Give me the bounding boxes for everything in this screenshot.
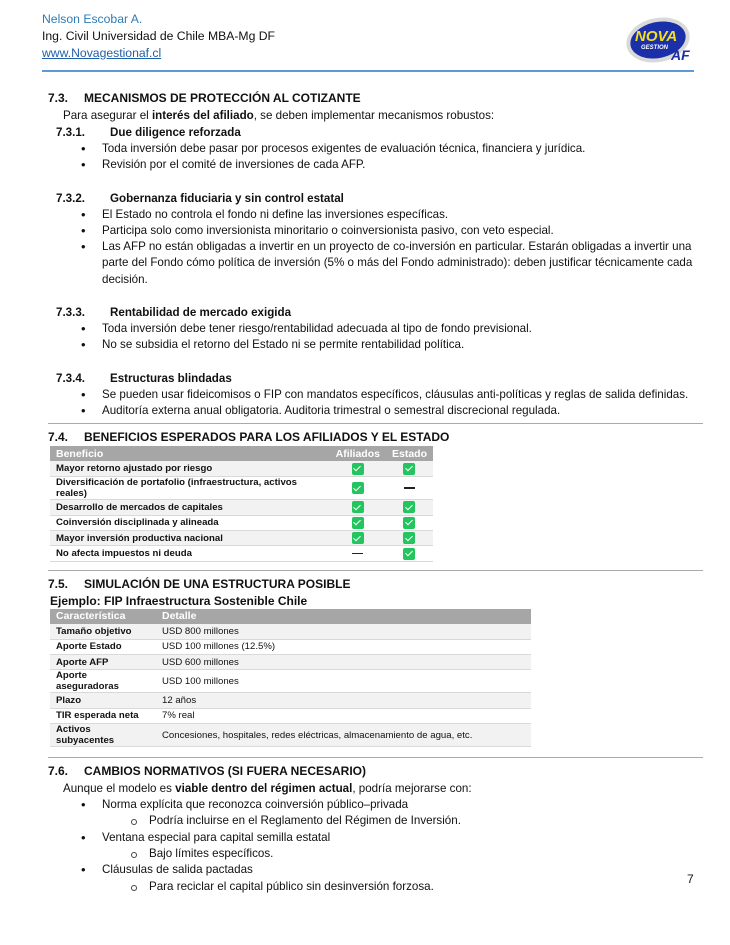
section-heading-7-4: 7.4. BENEFICIOS ESPERADOS PARA LOS AFILIADOS Y EL ESTADO [48, 430, 450, 445]
subsection-heading: 7.3.1. Due diligence reforzada [56, 126, 241, 139]
checkmark-icon [403, 548, 415, 560]
nova-gestion-logo-icon [625, 14, 695, 66]
detail-cell: USD 100 millones (12.5%) [156, 639, 531, 654]
list-item: • El Estado no controla el fondo ni define las inversiones específicas. [81, 207, 703, 223]
column-header: Afiliados [330, 446, 386, 461]
section-heading-7-6: 7.6. CAMBIOS NORMATIVOS (SI FUERA NECESARIO) [48, 764, 367, 779]
section-divider [48, 423, 703, 424]
subsection-heading: 7.3.3. Rentabilidad de mercado exigida [56, 306, 292, 320]
sub-list-item: Podría incluirse en el Reglamento del Régimen de Inversión. [149, 813, 703, 829]
detail-cell: Concesiones, hospitales, redes eléctricas, almacenamiento de agua, etc. [156, 724, 531, 747]
estado-cell [386, 530, 433, 545]
benefit-label: No afecta impuestos ni deuda [50, 546, 330, 561]
list-item: • Auditoría externa anual obligatoria. Auditoria trimestral o semestral discrecional regulada. [81, 403, 703, 419]
list-item: • Toda inversión debe tener riesgo/rentabilidad adecuada al tipo de fondo previsional. [81, 321, 703, 337]
afiliados-cell [330, 500, 386, 515]
bullet-list [48, 321, 703, 354]
table-row [50, 461, 433, 476]
column-header: Característica [50, 609, 156, 624]
table-row [50, 546, 433, 561]
estado-cell [386, 477, 433, 500]
section-heading-7-3: 7.3. MECANISMOS DE PROTECCIÓN AL COTIZANTE [48, 91, 361, 105]
afiliados-cell [330, 546, 386, 561]
checkmark-icon [403, 501, 415, 513]
characteristic-cell: TIR esperada neta [50, 708, 156, 723]
column-header: Beneficio [50, 446, 330, 461]
benefits-table [50, 446, 433, 561]
list-item: • Revisión por el comité de inversiones de cada AFP. [81, 157, 703, 173]
list-item: • Ventana especial para capital semilla estatal Bajo límites específicos. [81, 830, 703, 863]
checkmark-icon [403, 532, 415, 544]
subsection-heading: 7.3.2. Gobernanza fiduciaria y sin control estatal [56, 191, 344, 205]
list-item: • No se subsidia el retorno del Estado ni se permite rentabilidad política. [81, 337, 703, 353]
table-row [50, 670, 531, 693]
table-row [50, 530, 433, 545]
svg-text:NOVA: NOVA [635, 28, 678, 45]
characteristic-cell: Aporte AFP [50, 655, 156, 670]
table-row [50, 500, 433, 515]
characteristic-cell: Tamaño objetivo [50, 624, 156, 639]
bullet-list [48, 797, 703, 895]
list-item: • Las AFP no están obligadas a invertir en un proyecto de co-inversión en particular. Estarán obligadas a invertir una parte del Fondo cómo política de inversión (5% o más del Fondo administrado): deben justificar técnicamente cada decisión. [81, 239, 703, 288]
characteristic-cell: Aporte Estado [50, 639, 156, 654]
document-body [48, 89, 703, 895]
detail-cell: 7% real [156, 708, 531, 723]
list-item: • Participa solo como inversionista minoritario o coinversionista pasivo, con veto especial. [81, 223, 703, 239]
table-title: Ejemplo: FIP Infraestructura Sostenible Chile [50, 593, 308, 608]
sub-list-item: Bajo límites específicos. [149, 846, 703, 862]
section-heading-7-5: 7.5. SIMULACIÓN DE UNA ESTRUCTURA POSIBLE [48, 576, 351, 591]
estado-cell [386, 515, 433, 530]
bullet-list [48, 387, 703, 420]
benefit-label: Mayor retorno ajustado por riesgo [50, 461, 330, 476]
estado-cell [386, 500, 433, 515]
author-credentials: Ing. Civil Universidad de Chile MBA-Mg DF [42, 29, 275, 43]
svg-text:GESTION: GESTION [641, 45, 669, 51]
bullet-list [48, 207, 703, 288]
detail-cell: USD 600 millones [156, 655, 531, 670]
list-item: • Toda inversión debe pasar por procesos exigentes de evaluación técnica, financiera y jurídica. [81, 141, 703, 157]
table-row [50, 624, 531, 639]
detail-cell: USD 800 millones [156, 624, 531, 639]
column-header: Estado [386, 446, 433, 461]
bullet-list [48, 141, 703, 174]
table-row [50, 693, 531, 708]
section-intro: Aunque el modelo es viable dentro del régimen actual, podría mejorarse con: [63, 782, 472, 796]
author-name: Nelson Escobar A. [42, 12, 143, 26]
checkmark-icon [352, 463, 364, 475]
detail-cell: 12 años [156, 693, 531, 708]
table-row [50, 724, 531, 747]
characteristic-cell: Activos subyacentes [50, 724, 156, 747]
dash-icon [352, 553, 363, 555]
characteristic-cell: Plazo [50, 693, 156, 708]
checkmark-icon [352, 517, 364, 529]
section-divider [48, 757, 703, 758]
header-divider [42, 70, 694, 72]
website-link[interactable]: www.Novagestionaf.cl [42, 46, 162, 60]
checkmark-icon [403, 517, 415, 529]
svg-text:AF: AF [671, 47, 690, 63]
list-item: • Se pueden usar fideicomisos o FIP con mandatos específicos, cláusulas anti-políticas y reglas de salida definidas. [81, 387, 703, 403]
checkmark-icon [352, 501, 364, 513]
table-row [50, 515, 433, 530]
checkmark-icon [403, 463, 415, 475]
afiliados-cell [330, 461, 386, 476]
table-row [50, 708, 531, 723]
afiliados-cell [330, 477, 386, 500]
detail-cell: USD 100 millones [156, 670, 531, 693]
benefit-label: Diversificación de portafolio (infraestructura, activos reales) [50, 477, 330, 500]
afiliados-cell [330, 530, 386, 545]
checkmark-icon [352, 482, 364, 494]
table-row [50, 477, 433, 500]
benefit-label: Mayor inversión productiva nacional [50, 530, 330, 545]
dash-icon [404, 487, 415, 489]
afiliados-cell [330, 515, 386, 530]
list-item: • Cláusulas de salida pactadas Para reciclar el capital público sin desinversión forzosa. [81, 862, 703, 895]
section-divider [48, 570, 703, 571]
characteristic-cell: Aporte aseguradoras [50, 670, 156, 693]
benefit-label: Coinversión disciplinada y alineada [50, 515, 330, 530]
column-header: Detalle [156, 609, 531, 624]
benefit-label: Desarrollo de mercados de capitales [50, 500, 330, 515]
subsection-heading: 7.3.4. Estructuras blindadas [56, 371, 232, 385]
estado-cell [386, 546, 433, 561]
list-item: • Norma explícita que reconozca coinversión público–privada Podría incluirse en el Reglamento del Régimen de Inversión. [81, 797, 703, 830]
estado-cell [386, 461, 433, 476]
checkmark-icon [352, 532, 364, 544]
table-row [50, 639, 531, 654]
page-number: 7 [687, 872, 694, 886]
table-row [50, 655, 531, 670]
sub-list-item: Para reciclar el capital público sin desinversión forzosa. [149, 879, 703, 895]
section-intro: Para asegurar el interés del afiliado, se deben implementar mecanismos robustos: [63, 109, 495, 122]
structure-table [50, 609, 531, 747]
page-header [42, 11, 275, 62]
